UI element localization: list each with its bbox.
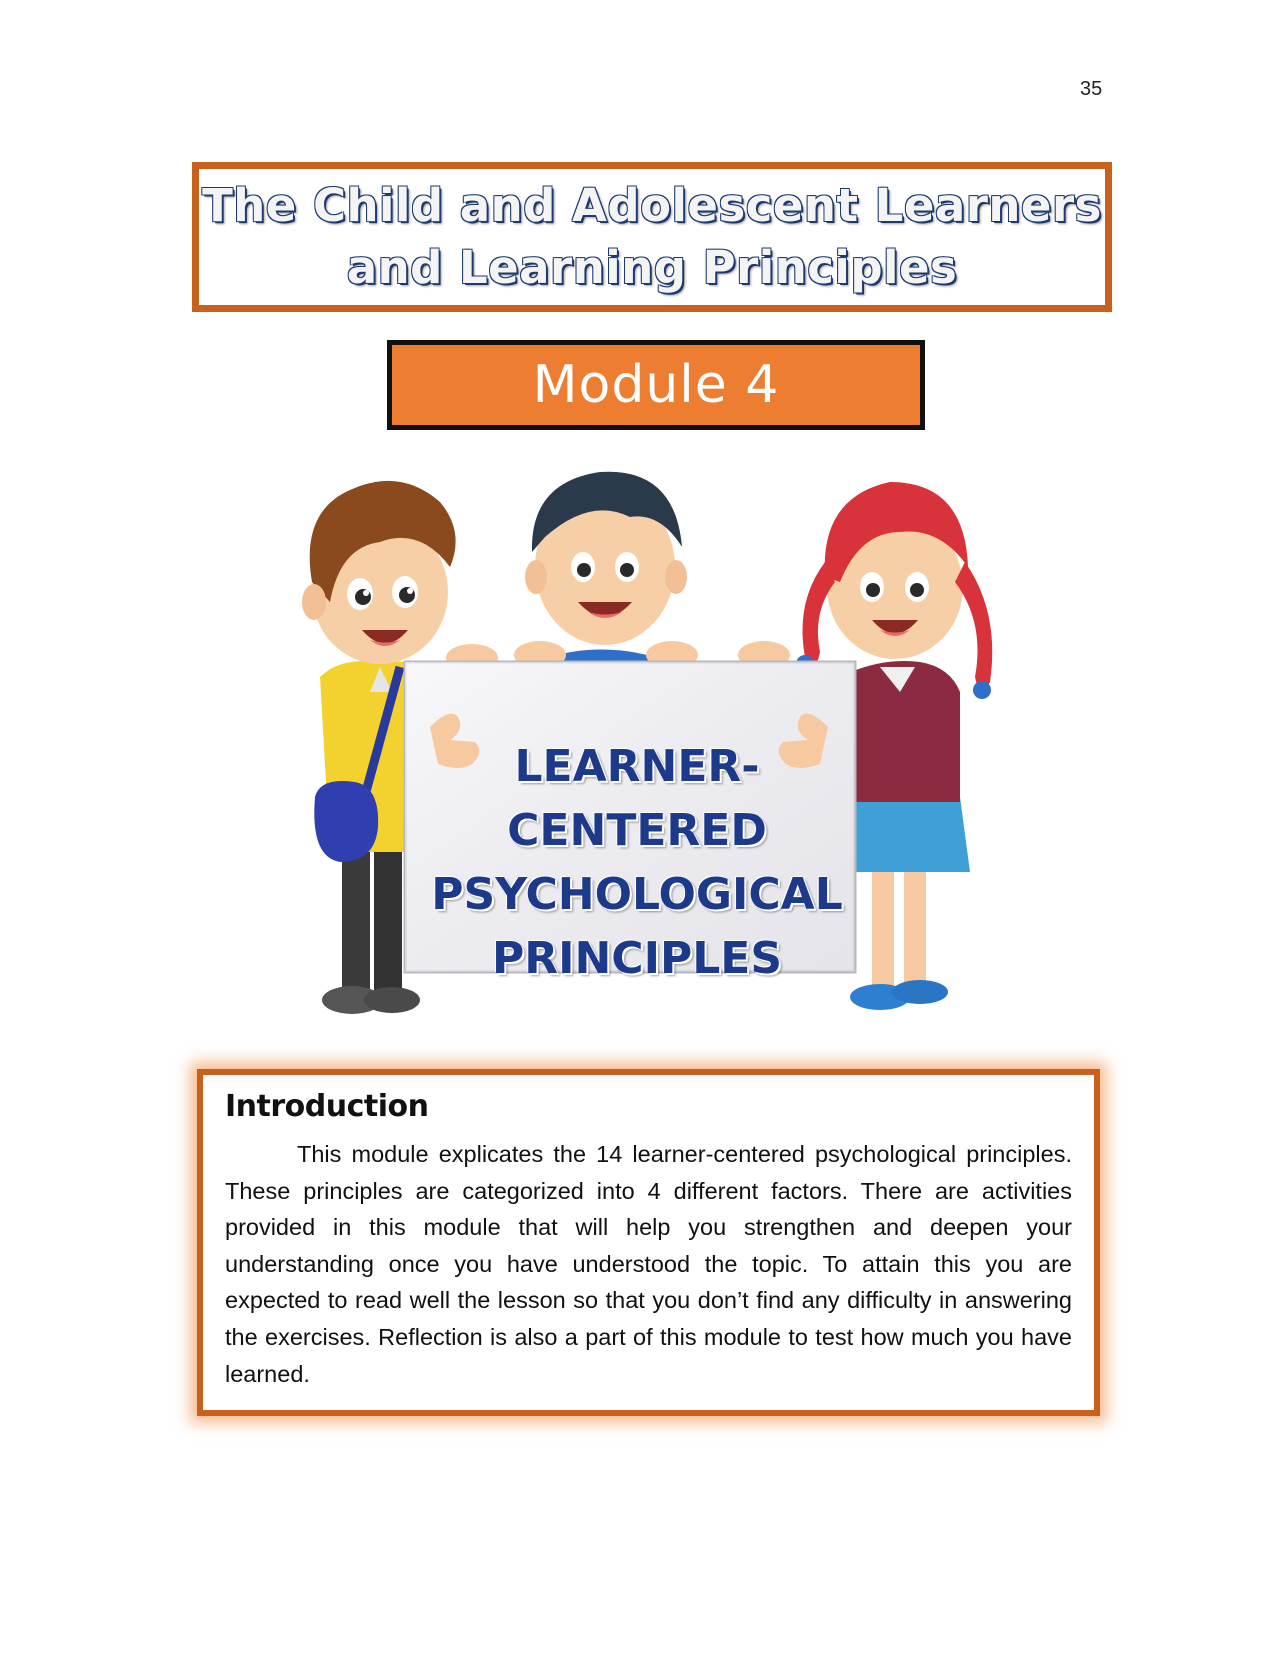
sign-line-1: LEARNER- <box>514 741 760 792</box>
introduction-body: This module explicates the 14 learner-centered psychological principles. These principles are categorized into 4 different factors. There are activities provided in this module that will help you strengthen and deepen your understanding once you have understood the topic. To attain this you are expected to read well the lesson so that you don’t find any difficulty in answering the exercises. Reflection is also a part of this module to test how much you have learned. <box>225 1141 1072 1387</box>
introduction-heading: Introduction <box>225 1089 429 1124</box>
sign-line-2: CENTERED <box>507 805 767 856</box>
title-line-2: and Learning Principles <box>346 241 958 294</box>
module-banner <box>387 340 925 430</box>
sign-line-3: PSYCHOLOGICAL <box>431 869 843 920</box>
sign-text <box>422 735 852 991</box>
sign-line-4: PRINCIPLES <box>491 933 783 984</box>
introduction-box <box>197 1069 1100 1416</box>
title-box <box>192 162 1112 312</box>
middle-boy-figure <box>446 472 790 692</box>
page-number: 35 <box>1080 78 1103 100</box>
module-label: Module 4 <box>532 355 780 415</box>
title-line-1: The Child and Adolescent Learners <box>202 179 1102 232</box>
